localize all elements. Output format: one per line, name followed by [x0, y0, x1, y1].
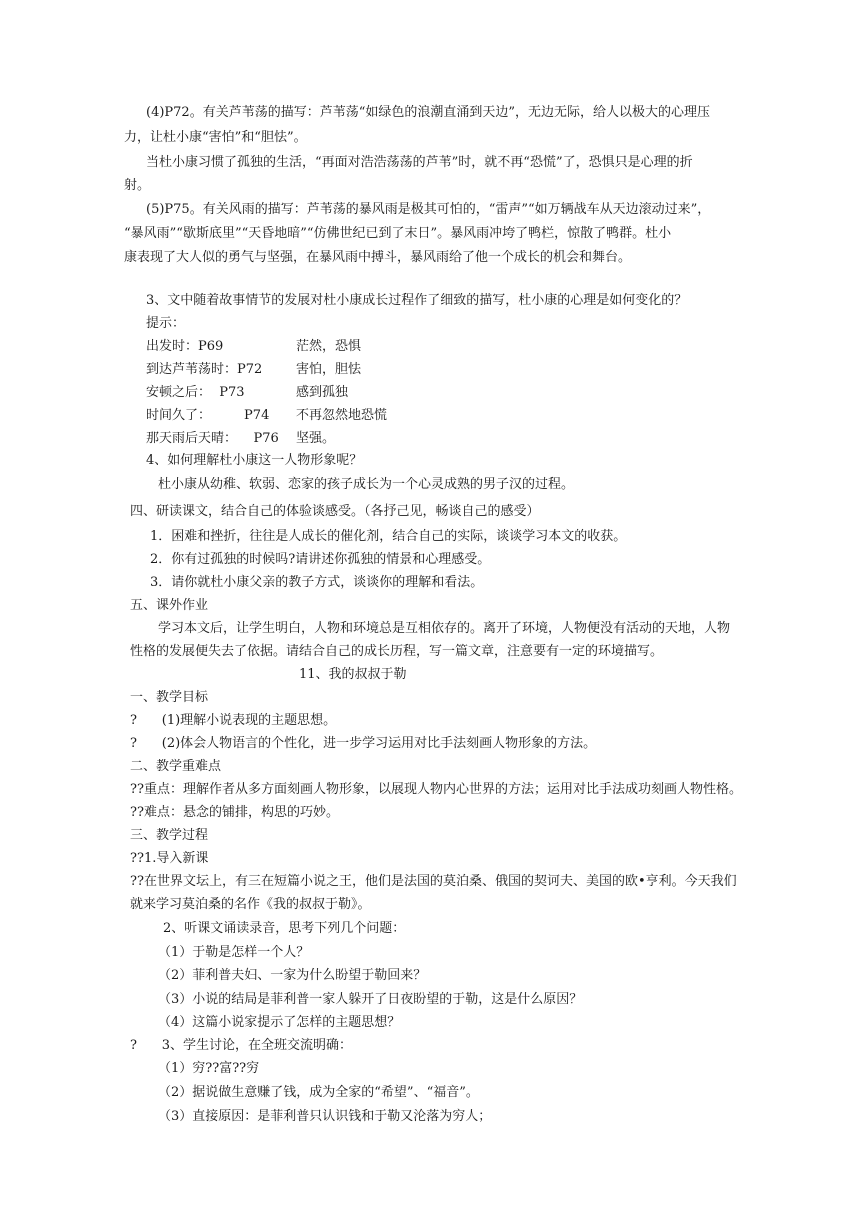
text-line: ??重点：理解作者从多方面刻画人物形象，以展现人物内心世界的方法；运用对比手法成功刻画人物性格。: [130, 782, 742, 797]
hint-stage: 时间久了： P74: [146, 408, 270, 423]
hint-stage: 安顿之后： P73: [146, 385, 245, 400]
text-line: “暴风雨”“歇斯底里”“天昏地暗”“仿佛世纪已到了末日”。暴风雨冲垮了鸭栏，惊散了鸭群。杜小: [124, 226, 672, 241]
list-item: 3．请你就杜小康父亲的教子方式，谈谈你的理解和看法。: [150, 575, 484, 590]
hint-stage: 到达芦苇荡时：P72: [146, 362, 263, 377]
list-item: （4）这篇小说家提示了怎样的主题思想？: [158, 1015, 401, 1030]
hint-feeling: 感到孤独: [296, 385, 349, 400]
text-line: ??在世界文坛上，有三在短篇小说之王，他们是法国的莫泊桑、俄国的契诃夫、美国的欧•亨利。今天我们: [130, 874, 737, 889]
text-line: (4)P72。有关芦苇荡的描写：芦苇荡“如绿色的浪潮直涌到天边”，无边无际，给人以极大的心理压: [146, 105, 710, 120]
text-line: ??难点：悬念的铺排，构思的巧妙。: [130, 805, 339, 820]
text-line: 性格的发展便失去了依据。请结合自己的成长历程，写一篇文章，注意要有一定的环境描写。: [130, 644, 664, 659]
text-line: ??1.导入新课: [130, 851, 209, 866]
text-line: 力，让杜小康“害怕”和“胆怯”。: [124, 130, 307, 145]
list-item: （2）菲利普夫妇、一家为什么盼望于勒回来？: [158, 968, 427, 983]
section-heading: 一、教学目标: [130, 690, 209, 705]
lesson-title: 11、我的叔叔于勒: [299, 667, 407, 682]
question-heading: 3、文中随着故事情节的发展对杜小康成长过程作了细致的描写，杜小康的心理是如何变化的？: [146, 293, 688, 308]
section-heading: 五、课外作业: [130, 598, 209, 613]
text-line: 杜小康从幼稚、软弱、恋家的孩子成长为一个心灵成熟的男子汉的过程。: [158, 477, 575, 492]
hint-stage: 出发时：P69: [146, 339, 224, 354]
list-item: （2）据说做生意赚了钱，成为全家的“希望”、“福音”。: [158, 1085, 479, 1100]
hint-feeling: 害怕，胆怯: [296, 362, 362, 377]
text-line: 当杜小康习惯了孤独的生活，“再面对浩浩荡荡的芦苇”时，就不再“恐慌”了，恐惧只是心理的折: [146, 155, 693, 170]
hint-feeling: 茫然，恐惧: [296, 339, 362, 354]
hint-feeling: 坚强。: [296, 431, 336, 446]
list-item: 1．困难和挫折，往往是人成长的催化剂，结合自己的实际，谈谈学习本文的收获。: [150, 529, 627, 544]
list-item: （1）于勒是怎样一个人？: [158, 945, 310, 960]
text-line: 射。: [124, 178, 151, 193]
text-line: 康表现了大人似的勇气与坚强，在暴风雨中搏斗，暴风雨给了他一个成长的机会和舞台。: [124, 250, 632, 265]
question-heading: 4、如何理解杜小康这一人物形象呢？: [146, 453, 363, 468]
text-line: (5)P75。有关风雨的描写：芦苇荡的暴风雨是极其可怕的，“雷声”“如万辆战车从天边滚动过来”，: [146, 202, 711, 217]
text-line: 提示：: [146, 316, 186, 331]
list-item: 2．你有过孤独的时候吗?请讲述你孤独的情景和心理感受。: [150, 552, 491, 567]
list-item: （3）直接原因：是菲利普只认识钱和于勒又沦落为穷人；: [158, 1109, 492, 1124]
section-heading: 三、教学过程: [130, 828, 209, 843]
list-item: （3）小说的结局是菲利普一家人躲开了日夜盼望的于勒，这是什么原因？: [158, 992, 583, 1007]
hint-stage: 那天雨后天晴： P76: [146, 431, 279, 446]
list-item: ? (1)理解小说表现的主题思想。: [130, 713, 337, 728]
section-heading: 四、研读课文，结合自己的体验谈感受。（各抒己见，畅谈自己的感受）: [130, 504, 540, 519]
hint-feeling: 不再忽然地恐慌: [296, 408, 388, 423]
text-line: 学习本文后，让学生明白，人物和环境总是互相依存的。离开了环境，人物便没有活动的天地，人物: [158, 621, 731, 636]
list-item: ? (2)体会人物语言的个性化，进一步学习运用对比手法刻画人物形象的方法。: [130, 736, 597, 751]
section-heading: 二、教学重难点: [130, 759, 222, 774]
list-item: （1）穷??富??穷: [158, 1061, 260, 1076]
text-line: 就来学习莫泊桑的名作《我的叔叔于勒》。: [130, 897, 371, 912]
text-line: ? 3、学生讨论，在全班交流明确：: [130, 1038, 353, 1053]
text-line: 2、听课文诵读录音，思考下列几个问题：: [163, 921, 406, 936]
